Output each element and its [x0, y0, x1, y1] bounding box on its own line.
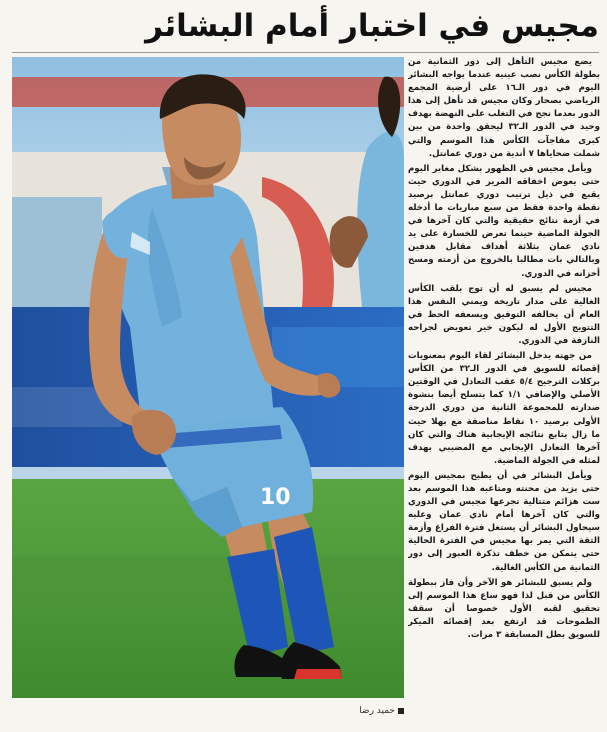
article-paragraph-3: مجيس لم يسبق له أن توج بلقب الكأس الغالية على مدار تاريخه ويمني النفس هذا العام أن يحالفه التوفيق ويسعفه الحظ في التتويج الأول له ليكون خير تعويض لجراحه النازفة في الدوري.	[408, 283, 600, 346]
headline-rule	[12, 52, 599, 53]
article-photo	[12, 57, 404, 698]
photo-caption	[340, 703, 404, 719]
article-body	[408, 56, 600, 728]
article-paragraph-2: ويأمل مجيس في الظهور بشكل مغاير اليوم حتى يعوض اخفاقه المرير في الدوري حيث يقبع في ذيل ترتيب دوري عمانتل برصيد نقطة واحدة فقط من سبع مباريات ما أدخله في أزمة نتائج حقيقية والتي كان آخرها في الجولة الماضية حينما تعرض للخسارة على يد نادي عمان بثلاثة أهداف مقابل هدفين وبالتالي بات مطالبا بالخروج من أزمته ومسح أحزانه في الدوري.	[408, 163, 600, 279]
photo-caption-text: حميد رضا	[359, 706, 395, 716]
shorts-number: 10	[260, 485, 291, 510]
article-paragraph-5: ويأمل البشائر في أن يطيح بمجيس اليوم حتى يزيد من محنته ومتاعبه هذا الموسم بعد ست هزائم متتالية تجرعها مجيس في الدوري والتي كان آخرها أمام نادي عمان وعليه سيحاول البشائر أن يستغل فترة الفراغ وأزمة الثقة التي يمر بها مجيس في الفترة الحالية حتى يتمكن من خطف تذكرة العبور إلى دور الثمانية من الكأس الغالية.	[408, 470, 600, 573]
article-headline: مجيس في اختبار أمام البشائر	[145, 8, 599, 44]
article-paragraph-1: يضع مجيس التأهل إلى دور الثمانية من بطولة الكأس نصب عينيه عندما يواجه البشائر اليوم في دور الـ١٦ على أرضية المجمع الرياضي بصحار وكان مجيس قد تأهل إلى هذا الدور بعدما نجح في التغلب على النهضة بهدف وحيد في الدور الـ٣٢ ليحقق واحدة من بين كبرى مفاجآت الكأس هذا الموسم والتي شملت ضحاياها ٧ أندية من دوري عمانتل.	[408, 57, 600, 159]
football-player-photo	[12, 57, 404, 698]
caption-square-icon	[398, 708, 404, 714]
article-paragraph-4: من جهته يدخل البشائر لقاء اليوم بمعنويات إقصائه للسويق في الدور الـ٣٢ من الكأس بركلات الترجيح ٥/٤ عقب التعادل في الوقتين الأصلي والإضافي ١/١ كما يتسلح أيضا بنشوة صدارته للمجموعة الثانية من دوري الدرجة الأولى برصيد ١٠ نقاط مناصفة مع بهلا حيث ما زال يتابع نتائجه الإيجابية هناك والتي كان آخرها التعادل الإيجابي مع المضيبي بهدف لمثله في الجولة الماضية.	[408, 351, 600, 466]
article-paragraph-6: ولم يسبق للبشائر هو الآخر وأن فاز ببطولة الكأس من قبل لذا فهو ساع هذا الموسم إلى تحقيق لقبه الأول خصوصا أن سقف الطموحات قد ارتفع بعد إقصائه الميكر للسويق بطل المسابقة ٣ مرات.	[408, 577, 600, 641]
